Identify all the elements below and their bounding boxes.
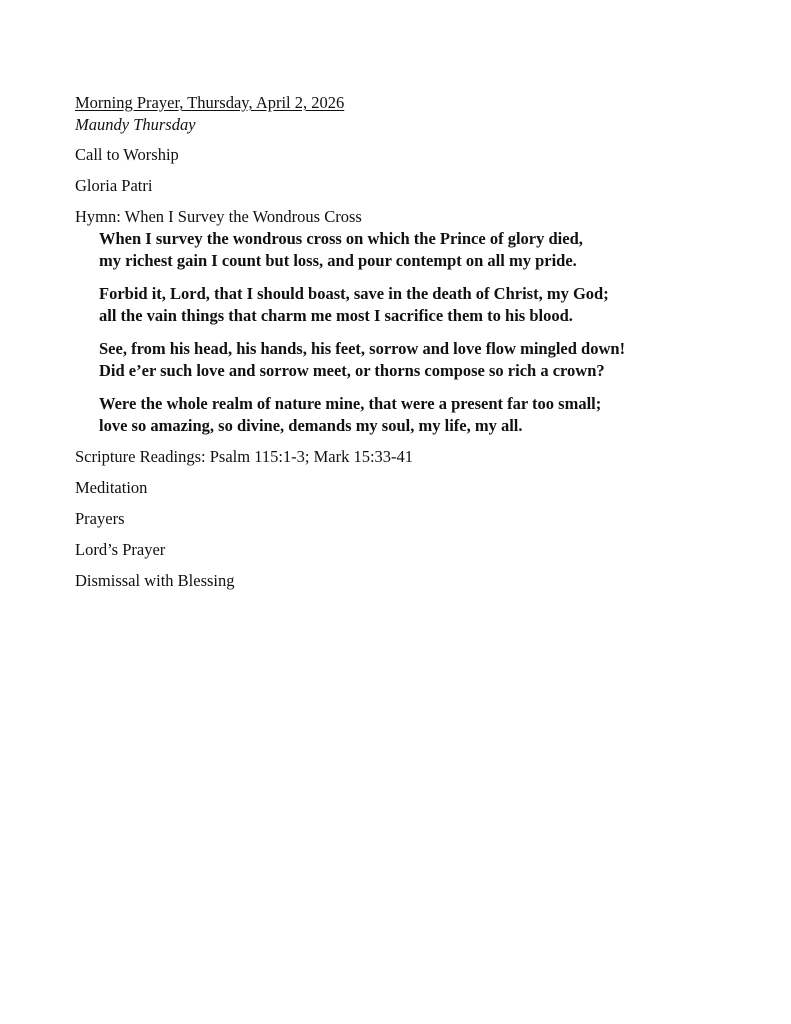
hymn-text: [99, 228, 755, 437]
stanza-line: my richest gain I count but loss, and pour contempt on all my pride.: [99, 251, 577, 270]
stanza-line: When I survey the wondrous cross on which the Prince of glory died,: [99, 229, 583, 248]
hymn-stanza-3: [99, 338, 755, 382]
page-subtitle: Maundy Thursday: [75, 115, 196, 134]
page-title: Morning Prayer, Thursday, April 2, 2026: [75, 93, 345, 112]
item-dismissal: Dismissal with Blessing: [75, 571, 235, 590]
stanza-line: See, from his head, his hands, his feet, sorrow and love flow mingled down!: [99, 339, 626, 358]
hymn-stanza-2: [99, 283, 755, 327]
stanza-line: all the vain things that charm me most I sacrifice them to his blood.: [99, 306, 573, 325]
item-prayers: Prayers: [75, 509, 125, 528]
hymn-stanza-1: [99, 228, 755, 272]
item-call-to-worship: Call to Worship: [75, 145, 179, 164]
item-lords-prayer: Lord’s Prayer: [75, 540, 166, 559]
order-of-worship: [75, 92, 755, 601]
stanza-line: Did e’er such love and sorrow meet, or thorns compose so rich a crown?: [99, 361, 605, 380]
hymn-stanza-4: [99, 393, 755, 437]
stanza-line: Were the whole realm of nature mine, that were a present far too small;: [99, 394, 602, 413]
item-meditation: Meditation: [75, 478, 148, 497]
hymn-label: Hymn: When I Survey the Wondrous Cross: [75, 207, 362, 226]
item-scripture-readings: Scripture Readings: Psalm 115:1-3; Mark 15:33-41: [75, 447, 414, 466]
stanza-line: love so amazing, so divine, demands my soul, my life, my all.: [99, 416, 523, 435]
stanza-line: Forbid it, Lord, that I should boast, save in the death of Christ, my God;: [99, 284, 609, 303]
item-gloria-patri: Gloria Patri: [75, 176, 153, 195]
